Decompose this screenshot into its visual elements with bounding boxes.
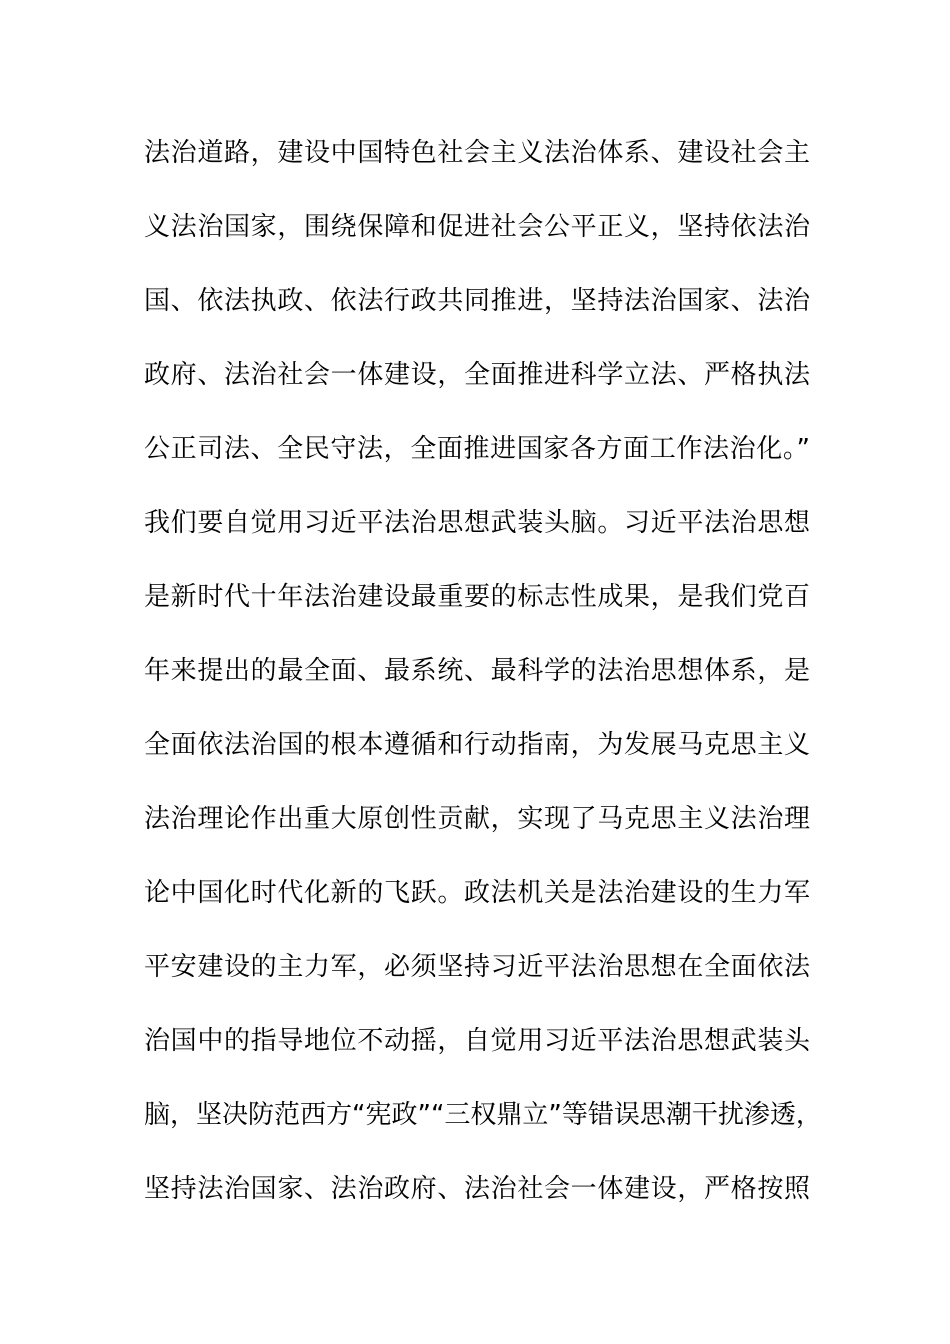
text-line: 我们要自觉用习近平法治思想武装头脑。习近平法治思想: [144, 508, 810, 538]
text-line: 是新时代十年法治建设最重要的标志性成果，是我们党百: [144, 582, 810, 612]
text-line: 政府、法治社会一体建设，全面推进科学立法、严格执法: [144, 360, 810, 390]
text-line: 全面依法治国的根本遵循和行动指南，为发展马克思主义: [144, 730, 810, 760]
text-line: 法治道路，建设中国特色社会主义法治体系、建设社会主: [144, 138, 810, 168]
text-line: 公正司法、全民守法，全面推进国家各方面工作法治化。”: [144, 434, 810, 464]
text-line: 法治理论作出重大原创性贡献，实现了马克思主义法治理: [144, 804, 810, 834]
text-line: 脑，坚决防范西方“宪政”“三权鼎立”等错误思潮干扰渗透，: [144, 1100, 822, 1130]
text-line: 义法治国家，围绕保障和促进社会公平正义，坚持依法治: [144, 212, 810, 242]
text-line: 坚持法治国家、法治政府、法治社会一体建设，严格按照: [144, 1174, 810, 1204]
text-line: 治国中的指导地位不动摇，自觉用习近平法治思想武装头: [144, 1026, 810, 1056]
text-line: 国、依法执政、依法行政共同推进，坚持法治国家、法治: [144, 286, 810, 316]
text-line: 平安建设的主力军，必须坚持习近平法治思想在全面依法: [144, 952, 810, 982]
text-line: 年来提出的最全面、最系统、最科学的法治思想体系，是: [144, 656, 810, 686]
text-line: 论中国化时代化新的飞跃。政法机关是法治建设的生力军: [144, 878, 810, 908]
body-text: [144, 131, 822, 1241]
